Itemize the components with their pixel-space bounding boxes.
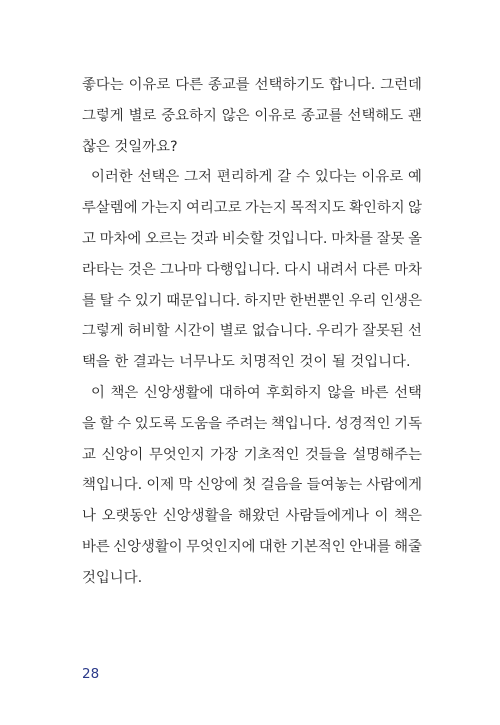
word: 것들을 [305,446,347,463]
word: 교 [82,446,96,463]
word: 사람에게 [366,477,422,494]
text-line [82,532,422,563]
word: 할 [99,415,114,432]
word: 인생은 [380,292,422,309]
word: 다행입니다. [205,261,280,278]
word: 나 [82,508,96,525]
body-text [82,70,422,594]
word: 그저 [184,169,212,186]
word: 바른 [360,384,389,401]
word: 대하여 [218,384,261,401]
word: 가는지 [245,200,287,217]
word: 기본적인 [290,538,346,555]
word: 막 [178,477,193,494]
word: 것은 [127,261,156,278]
text-line [82,101,422,132]
text-line: 택을 한 결과는 너무나도 치명적인 것이 될 것입니다. [82,354,411,371]
word: 기독 [394,415,422,432]
word: 루살렘에 [82,200,138,217]
word: 확인하지 [349,200,405,217]
word: 가는지 [140,200,183,217]
word: 수 [117,292,132,309]
word: 책은 [394,508,422,525]
word: 내려서 [316,261,358,278]
word: 바른 [82,538,110,555]
word: 오르는 [145,230,187,247]
text-line [82,470,422,501]
word: 첫 [242,477,257,494]
word: 신앙생활에 [143,384,214,401]
word: 마차에 [99,230,142,247]
word: 이러한 [91,169,133,186]
word: 마차를 [331,230,373,247]
word: 수 [117,415,132,432]
word: 안내를 [349,538,391,555]
word: 것입니다. [267,230,328,247]
word: 사람들에게나 [285,508,369,525]
word: 탈 [99,292,114,309]
text-line [82,501,422,532]
text-line [82,70,422,101]
word: 무엇인지 [148,446,205,463]
word: 별로 [219,323,248,340]
word: 그렇게 [82,323,124,340]
word: 허비할 [127,323,170,340]
text-line [82,162,422,193]
text-line [82,193,422,224]
word: 책입니다. [271,415,332,432]
word: 그렇게 [82,107,124,124]
word: 책입니다. [82,477,143,494]
word: 이유로 [361,169,404,186]
word: 대한 [258,538,287,555]
word: 라타는 [82,261,124,278]
word: 가장 [210,446,239,463]
word: 이유로 [254,107,297,124]
word: 책은 [110,384,139,401]
word: 좋다는 [82,77,124,93]
word: 수 [296,169,310,186]
word: 편리하게 [216,169,273,186]
word: 이제 [146,477,175,494]
text-line [82,286,422,317]
word: 후회하지 [266,384,322,401]
text-line [82,409,422,440]
word: 선택 [394,384,422,401]
word: 선택해도 [347,107,404,124]
word: 해왔던 [238,508,280,525]
word: 갈 [277,169,292,186]
text-line [82,255,422,286]
word: 신앙생활을 [162,508,233,525]
word: 중요하지 [161,107,217,124]
word: 잘못된 [362,323,404,340]
text-line [82,224,422,255]
word: 예 [407,169,422,186]
word: 선택하기도 [254,77,325,93]
word: 없습니다. [251,323,312,340]
word: 신앙이 [101,446,144,463]
word: 다시 [284,261,312,278]
word: 않을 [327,384,356,401]
word: 고 [82,230,96,247]
word: 설명해주는 [352,446,422,463]
word: 있다는 [314,169,357,186]
word: 걸음을 [260,477,303,494]
word: 마차 [394,261,422,278]
word: 올 [408,230,422,247]
word: 선택은 [137,169,180,186]
word: 선 [408,323,422,340]
word: 기초적인 [243,446,300,463]
word: 다른 [362,261,390,278]
word: 신앙생활이 [113,538,183,555]
word: 그나마 [159,261,202,278]
word: 그런데 [380,77,422,93]
word: 이유로 [128,77,171,93]
word: 무엇인지에 [186,538,256,555]
word: 해줄 [394,538,422,555]
word: 들여놓는 [306,477,363,494]
word: 합니다. [329,77,376,93]
word: 괜 [408,107,422,124]
text-line [82,378,422,409]
word: 별로 [128,107,157,124]
word: 여리고로 [186,200,242,217]
text-line: 찮은 것일까요? [82,138,178,155]
word: 이 [374,508,389,525]
word: 종교를 [207,77,250,93]
word: 성경적인 [334,415,391,432]
text-line [82,316,422,347]
word: 시간이 [173,323,216,340]
word: 있도록 [134,415,177,432]
word: 하지만 [244,292,286,309]
word: 을 [82,415,96,432]
word: 않은 [221,107,250,124]
word: 비슷할 [221,230,264,247]
word: 를 [82,292,96,309]
word: 종교를 [300,107,343,124]
word: 때문입니다. [166,292,241,309]
word: 한번뿐인 [289,292,346,309]
word: 우리 [348,292,377,309]
word: 다른 [175,77,204,93]
word: 주려는 [225,415,268,432]
word: 오랫동안 [101,508,158,525]
page-number: 28 [82,666,100,682]
word: 않 [408,200,422,217]
word: 도움을 [180,415,222,432]
word: 것과 [190,230,219,247]
word: 목적지도 [290,200,346,217]
text-line: 것입니다. [82,569,143,586]
word: 있기 [134,292,163,309]
word: 이 [91,384,105,401]
word: 우리가 [316,323,358,340]
word: 잘못 [376,230,405,247]
text-line [82,440,422,471]
word: 신앙에 [196,477,239,494]
